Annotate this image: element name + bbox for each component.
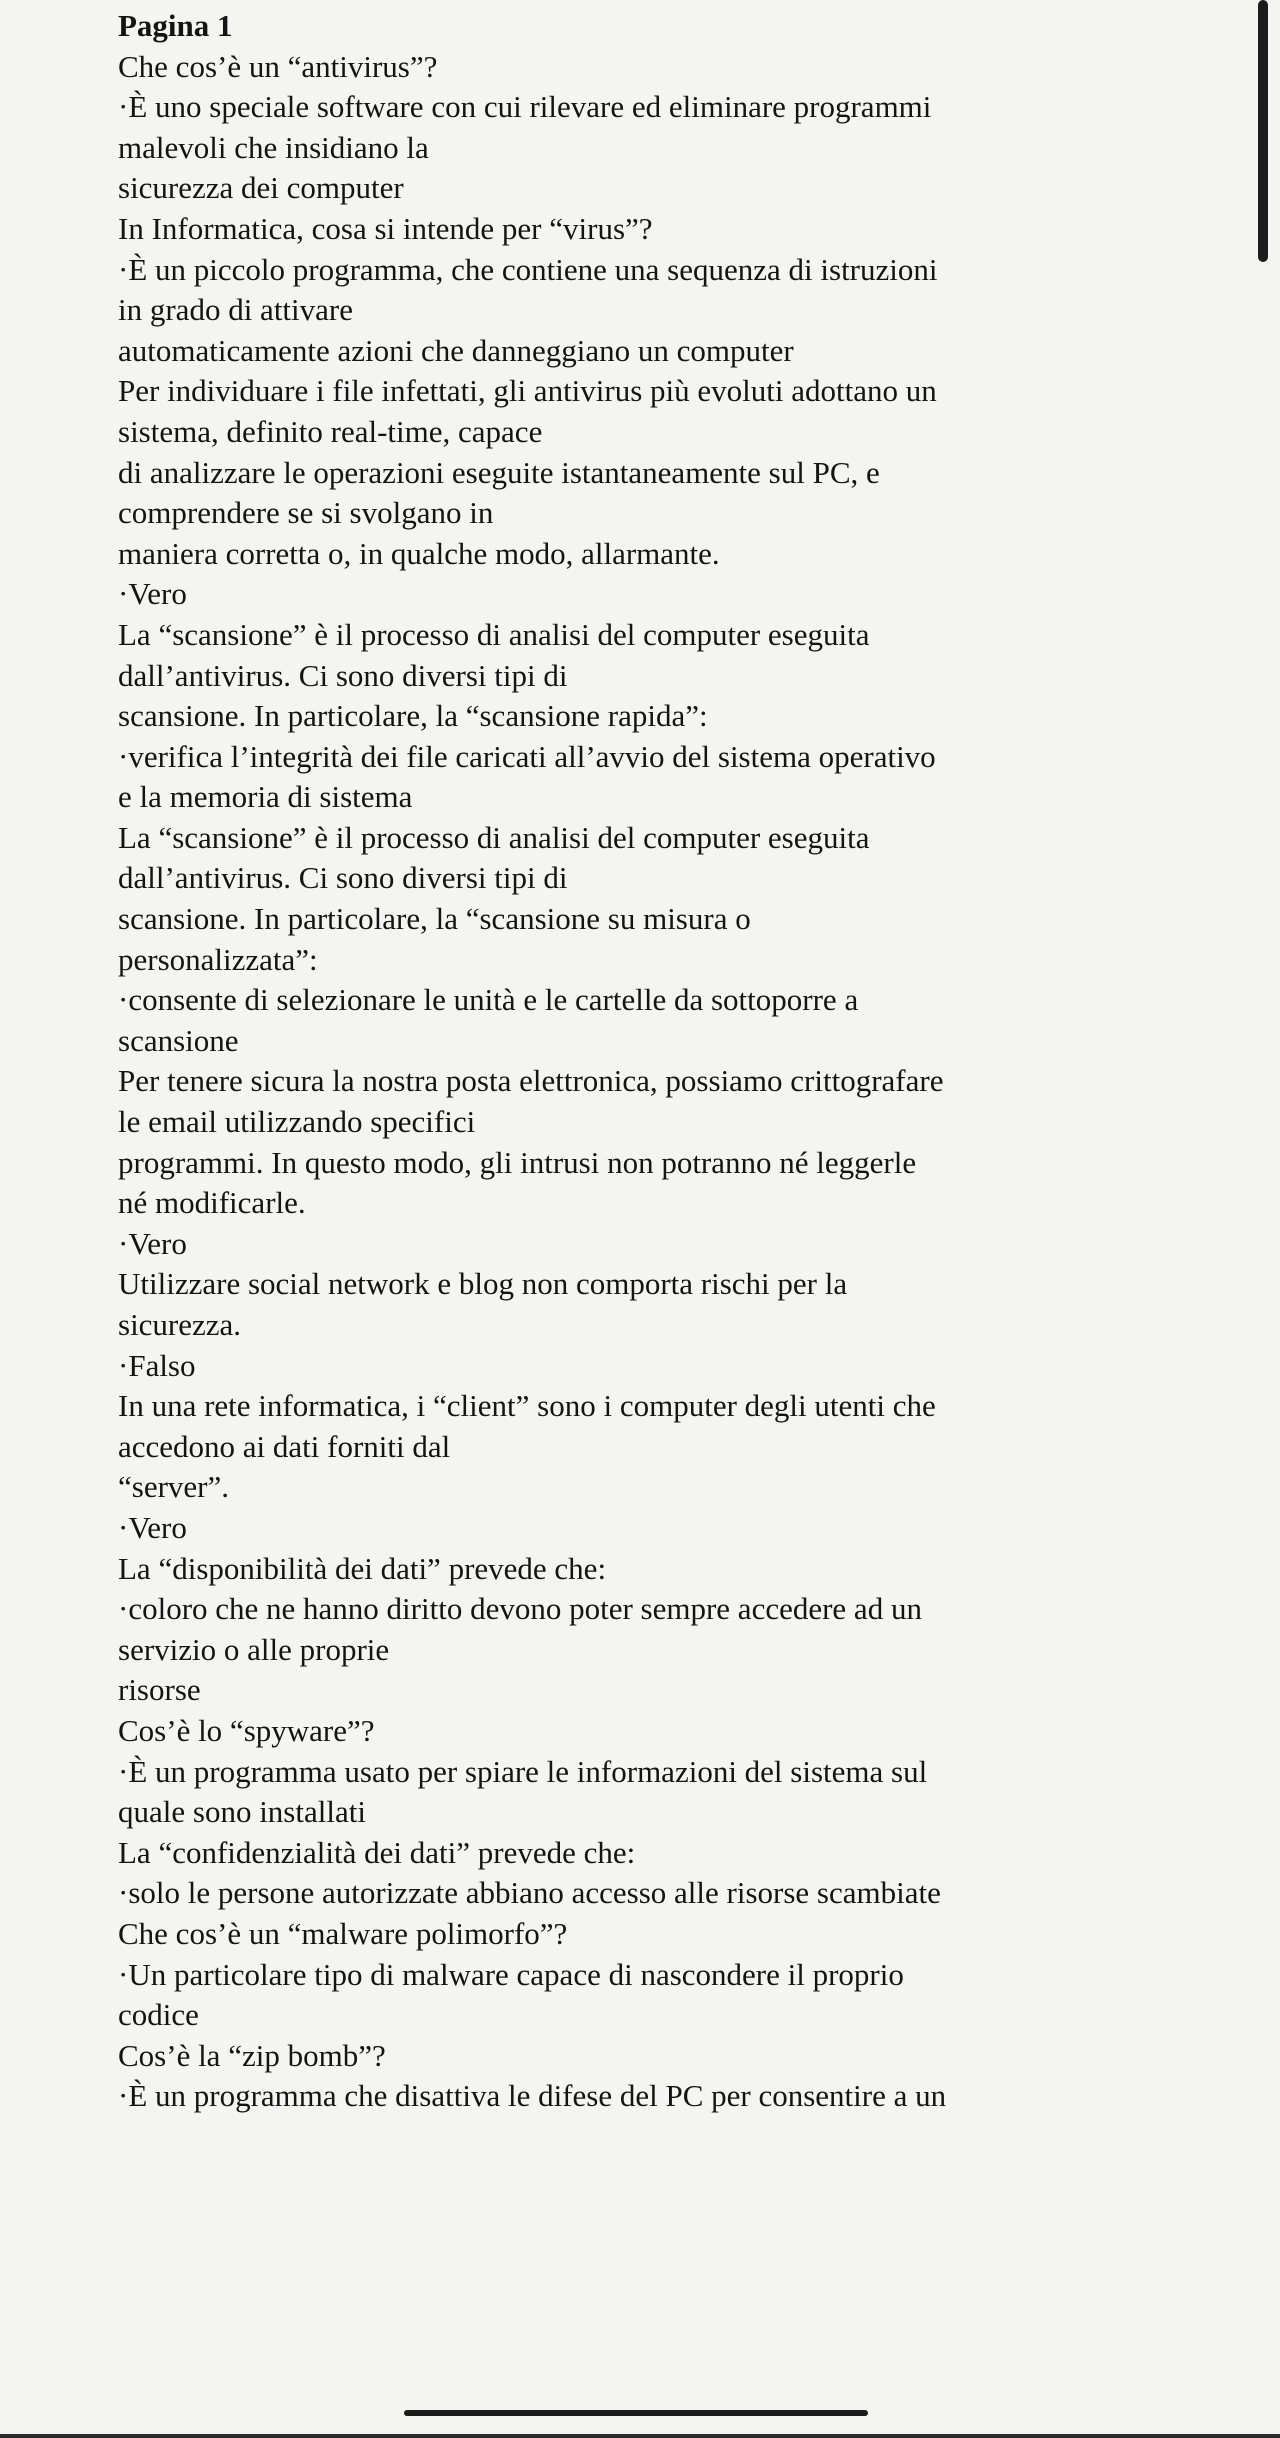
text-line: Cos’è la “zip bomb”?	[118, 2037, 386, 2073]
text-line: Per tenere sicura la nostra posta elettronica, possiamo crittografare	[118, 1063, 944, 1099]
text-line: ·È un programma usato per spiare le informazioni del sistema sul	[118, 1753, 928, 1789]
text-line: ·Vero	[118, 1225, 187, 1261]
text-line: La “scansione” è il processo di analisi del computer eseguita	[118, 819, 870, 855]
text-line: In Informatica, cosa si intende per “virus”?	[118, 210, 653, 246]
text-line: ·Vero	[118, 576, 187, 612]
text-line: maniera corretta o, in qualche modo, allarmante.	[118, 535, 720, 571]
text-line: dall’antivirus. Ci sono diversi tipi di	[118, 657, 568, 693]
text-line: personalizzata”:	[118, 941, 318, 977]
text-line: Che cos’è un “antivirus”?	[118, 48, 438, 84]
text-line: In una rete informatica, i “client” sono i computer degli utenti che	[118, 1388, 936, 1424]
text-line: scansione	[118, 1022, 239, 1058]
document-lines	[118, 47, 1178, 2117]
page-bottom-edge	[0, 2434, 1280, 2438]
text-line: dall’antivirus. Ci sono diversi tipi di	[118, 860, 568, 896]
text-line: ·È un programma che disattiva le difese del PC per consentire a un	[118, 2078, 947, 2114]
text-line: ·solo le persone autorizzate abbiano accesso alle risorse scambiate	[118, 1875, 941, 1911]
text-line: sicurezza.	[118, 1307, 242, 1342]
text-line: La “disponibilità dei dati” prevede che:	[118, 1550, 607, 1586]
text-line: scansione. In particolare, la “scansione rapida”:	[118, 698, 708, 734]
text-line: La “confidenzialità dei dati” prevede che:	[118, 1834, 636, 1870]
text-line: scansione. In particolare, la “scansione su misura o	[118, 901, 751, 937]
page-title: Pagina 1	[118, 8, 233, 43]
text-line: ·Falso	[118, 1347, 196, 1383]
scrollbar[interactable]	[1258, 0, 1268, 262]
text-line: di analizzare le operazioni eseguite istantaneamente sul PC, e	[118, 454, 880, 490]
text-line: “server”.	[118, 1469, 229, 1505]
text-line: La “scansione” è il processo di analisi del computer eseguita	[118, 616, 870, 652]
text-line: malevoli che insidiano la	[118, 129, 429, 165]
text-line: programmi. In questo modo, gli intrusi non potranno né leggerle	[118, 1144, 917, 1180]
text-line: Che cos’è un “malware polimorfo”?	[118, 1915, 568, 1951]
text-line: ·consente di selezionare le unità e le cartelle da sottoporre a	[118, 982, 859, 1018]
text-line: e la memoria di sistema	[118, 779, 413, 815]
text-line: ·Un particolare tipo di malware capace di nascondere il proprio	[118, 1956, 904, 1992]
text-line: sicurezza dei computer	[118, 170, 404, 206]
strikethrough-mark	[404, 2410, 868, 2416]
text-line: accedono ai dati forniti dal	[118, 1428, 451, 1464]
document-body	[118, 6, 1178, 2117]
text-line: le email utilizzando specifici	[118, 1104, 476, 1140]
text-line: codice	[118, 1997, 199, 2033]
text-line: Utilizzare social network e blog non comporta rischi per la	[118, 1266, 848, 1302]
text-line: quale sono installati	[118, 1794, 366, 1830]
text-line: automaticamente azioni che danneggiano un computer	[118, 332, 794, 368]
text-line: ·È uno speciale software con cui rilevare ed eliminare programmi	[118, 89, 932, 125]
text-line: ·È un piccolo programma, che contiene una sequenza di istruzioni	[118, 251, 938, 287]
text-line: ·coloro che ne hanno diritto devono poter sempre accedere ad un	[118, 1591, 922, 1627]
text-line: Per individuare i file infettati, gli antivirus più evoluti adottano un	[118, 373, 937, 409]
text-line: sistema, definito real-time, capace	[118, 413, 543, 449]
text-line: Cos’è lo “spyware”?	[118, 1712, 375, 1748]
text-line: né modificarle.	[118, 1185, 306, 1221]
text-line: servizio o alle proprie	[118, 1631, 390, 1667]
text-line: comprendere se si svolgano in	[118, 495, 494, 531]
text-line: in grado di attivare	[118, 292, 353, 328]
text-line: ·verifica l’integrità dei file caricati all’avvio del sistema operativo	[118, 738, 936, 774]
text-line: risorse	[118, 1672, 201, 1708]
text-line: ·Vero	[118, 1509, 187, 1545]
